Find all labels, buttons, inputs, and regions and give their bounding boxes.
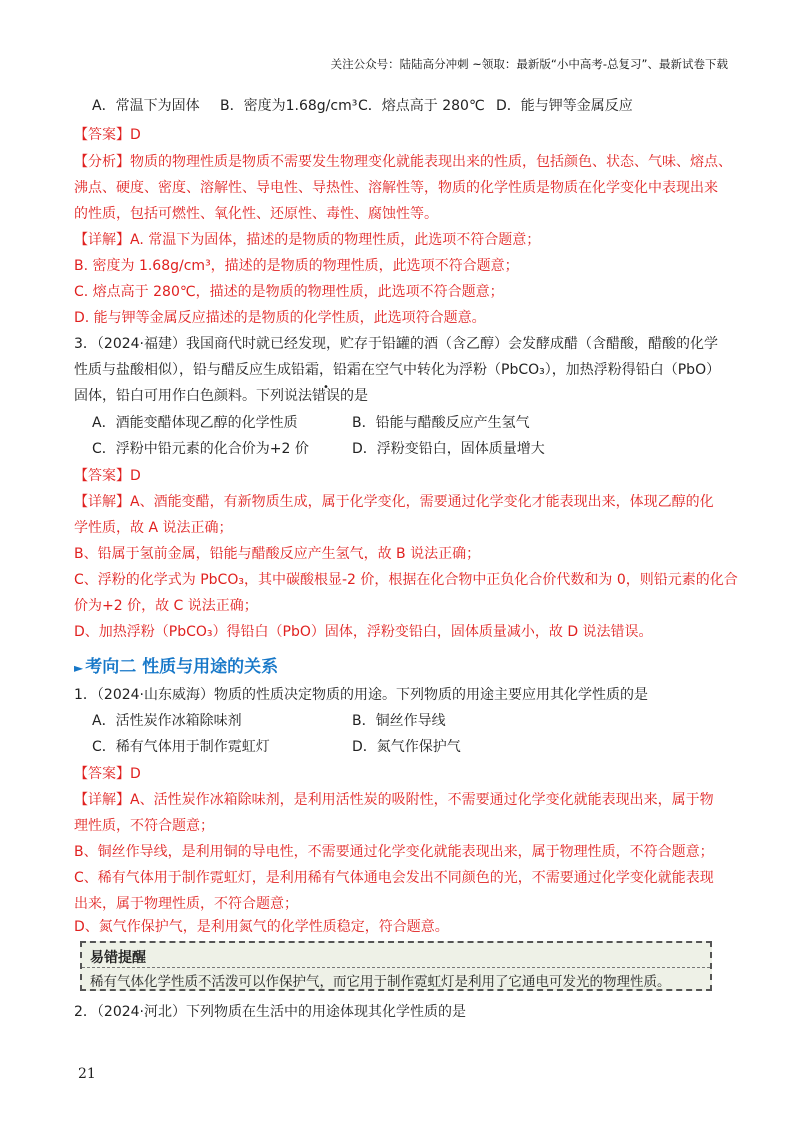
tip-title: 易错提醒 <box>90 950 146 966</box>
q1-answer-line <box>74 765 734 783</box>
q1-option-b: B．铜丝作导线 <box>352 713 446 729</box>
answer-value: D <box>130 766 141 782</box>
q3-stem-line-1: 3．（2024·福建）我国商代时就已经发现，贮存于铅罐的酒（含乙醇）会发酵成醋（含醋酸，醋酸的化学 <box>74 336 718 352</box>
answer-value: D <box>130 468 141 484</box>
q3-stem-line-3 <box>74 387 734 405</box>
q3-detail-line-1 <box>74 493 734 511</box>
emphasis-wrong: 错误 <box>312 388 340 404</box>
tip-divider <box>82 967 710 968</box>
detail-tag: 【详解】 <box>74 792 130 808</box>
q3-detail-line-3: B、铅属于氢前金属，铅能与醋酸反应产生氢气，故 B 说法正确； <box>74 546 481 562</box>
q1-detail-line-6: D、氮气作保护气，是利用氮气的化学性质稳定，符合题意。 <box>74 919 449 935</box>
q3-detail-line-6: D、加热浮粉（PbCO₃）得铅白（PbO）固体，浮粉变铅白，固体质量减小，故 D 说法错误。 <box>74 624 653 640</box>
option-d: D．能与钾等金属反应 <box>496 98 633 114</box>
q3-stem-end: 的是 <box>340 388 368 404</box>
detail-line-1 <box>74 231 734 249</box>
detail-text: A. 常温下为固体，描述的是物质的物理性质，此选项不符合题意； <box>130 232 541 248</box>
q1-option-c: C．稀有气体用于制作霓虹灯 <box>92 739 270 755</box>
analysis-line-2: 沸点、硬度、密度、溶解性、导电性、导热性、溶解性等，物质的化学性质是物质在化学变化中表现出来 <box>74 180 718 196</box>
option-b: B．密度为1.68g/cm³ <box>220 98 358 114</box>
triangle-icon: ► <box>74 661 84 675</box>
q1-detail-line-3: B、铜丝作导线，是利用铜的导电性，不需要通过化学变化就能表现出来，属于物理性质，不符合题意； <box>74 844 714 860</box>
q1-detail-line-2: 理性质，不符合题意； <box>74 818 214 834</box>
q3-option-b: B．铅能与醋酸反应产生氢气 <box>352 415 530 431</box>
analysis-text: 物质的物理性质是物质不需要发生物理变化就能表现出来的性质，包括颜色、状态、气味、熔点、 <box>130 154 732 170</box>
section-title-text: 考向二 性质与用途的关系 <box>85 657 279 677</box>
answer-line <box>74 126 734 144</box>
detail-line-3: C. 熔点高于 280℃，描述的是物质的物理性质，此选项不符合题意； <box>74 284 504 300</box>
q1-detail-line-1 <box>74 791 734 809</box>
q3-detail-line-4: C、浮粉的化学式为 PbCO₃，其中碳酸根显-2 价，根据在化合物中正负化合价代数和为 0，则铅元素的化合 <box>74 572 738 588</box>
page-number: 21 <box>78 1066 96 1082</box>
detail-tag: 【详解】 <box>74 232 130 248</box>
q3-answer-line <box>74 467 734 485</box>
analysis-line-3: 的性质，包括可燃性、氧化性、还原性、毒性、腐蚀性等。 <box>74 206 438 222</box>
detail-text: A、活性炭作冰箱除味剂，是利用活性炭的吸附性，不需要通过化学变化就能表现出来，属于物 <box>130 792 714 808</box>
answer-tag: 【答案】 <box>74 766 130 782</box>
answer-tag: 【答案】 <box>74 127 130 143</box>
q1-detail-line-4: C、稀有气体用于制作霓虹灯，是利用稀有气体通电会发出不同颜色的光，不需要通过化学变化就能表现 <box>74 870 714 886</box>
q3-option-d: D．浮粉变铅白，固体质量增大 <box>352 441 545 457</box>
section-title <box>74 652 278 677</box>
error-tip-box <box>80 941 712 991</box>
q1-stem: 1．（2024·山东威海）物质的性质决定物质的用途。下列物质的用途主要应用其化学性质的是 <box>74 687 648 703</box>
detail-text: A、酒能变醋，有新物质生成，属于化学变化，需要通过化学变化才能表现出来，体现乙醇的化 <box>130 494 714 510</box>
detail-tag: 【详解】 <box>74 494 130 510</box>
analysis-tag: 【分析】 <box>74 154 130 170</box>
answer-tag: 【答案】 <box>74 468 130 484</box>
analysis-line-1 <box>74 153 734 171</box>
q3-detail-line-5: 价为+2 价，故 C 说法正确； <box>74 598 258 614</box>
option-c: C．熔点高于 280℃ <box>358 98 485 114</box>
q3-option-a: A．酒能变醋体现乙醇的化学性质 <box>92 415 298 431</box>
detail-line-4: D. 能与钾等金属反应描述的是物质的化学性质，此选项符合题意。 <box>74 310 486 326</box>
q1-detail-line-5: 出来，属于物理性质，不符合题意； <box>74 896 298 912</box>
q3-detail-line-2: 学性质，故 A 说法正确； <box>74 520 233 536</box>
answer-value: D <box>130 127 141 143</box>
q1-option-a: A．活性炭作冰箱除味剂 <box>92 713 242 729</box>
q3-stem-text: 固体，铅白可用作白色颜料。下列说法 <box>74 388 312 404</box>
q2-stem: 2．（2024·河北）下列物质在生活中的用途体现其化学性质的是 <box>74 1004 466 1020</box>
tip-text: 稀有气体化学性质不活泼可以作保护气，而它用于制作霓虹灯是利用了它通电可发光的物理性质。 <box>90 974 671 990</box>
detail-line-2: B. 密度为 1.68g/cm³，描述的是物质的物理性质，此选项不符合题意； <box>74 258 519 274</box>
option-a: A．常温下为固体 <box>92 98 200 114</box>
q3-stem-line-2: 性质与盐酸相似），铅与醋反应生成铅霜，铅霜在空气中转化为浮粉（PbCO₃），加热浮粉得铅白（PbO） <box>74 362 721 378</box>
q1-option-d: D．氮气作保护气 <box>352 739 461 755</box>
q3-option-c: C．浮粉中铅元素的化合价为+2 价 <box>92 441 309 457</box>
page-header: 关注公众号：陆陆高分冲刺 ~领取：最新版“小中高考-总复习”、最新试卷下载 <box>330 57 728 71</box>
